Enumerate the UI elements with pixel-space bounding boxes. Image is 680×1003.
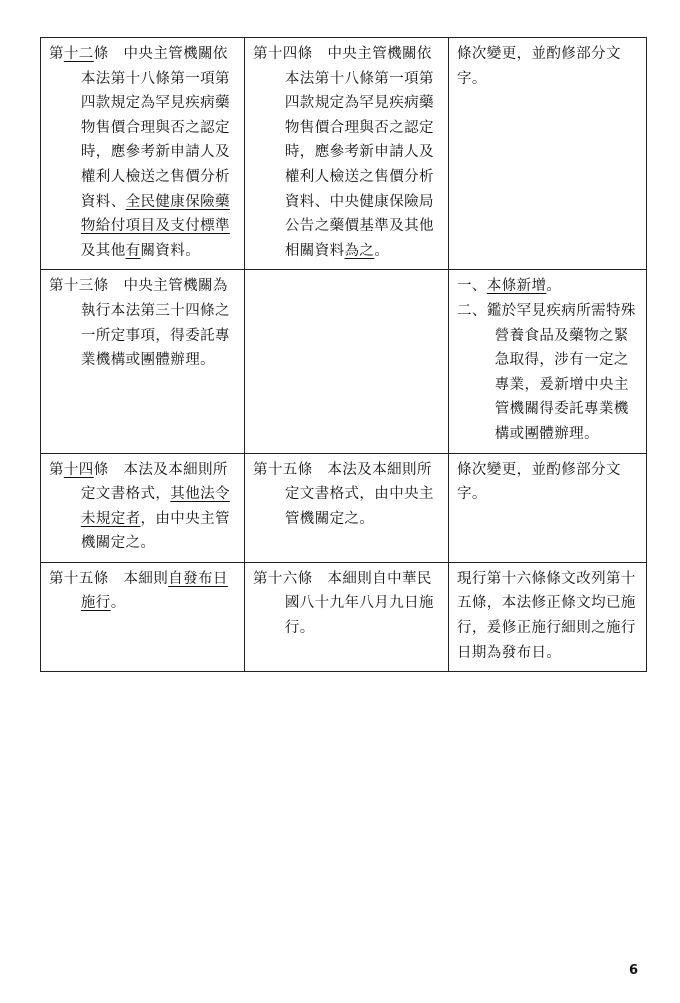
current-article-cell [245, 453, 449, 562]
current-article-15 [253, 458, 442, 532]
explanation-cell [449, 38, 647, 270]
explanation-text: 條次變更，並酌修部分文字。 [457, 461, 621, 503]
text-run: ，由中央主管機關定之。 [80, 510, 230, 552]
current-article-cell [245, 270, 449, 453]
explanation-cell [449, 453, 647, 562]
underlined-amendment: 有 [125, 242, 141, 259]
text-run: 第十四條 中央主管機關依本法第十八條第一項第四款規定為罕見疾病藥物售價合理與否之認定時，應參考新申請人及權利人檢送之售價分析資料、中央健康保險局公告之藥價基準及其他相關資料 [253, 46, 434, 259]
amended-article-cell [41, 562, 245, 671]
text-run: 第 [49, 461, 64, 478]
table-row [41, 453, 647, 562]
explanation-cell [449, 270, 647, 453]
list-text [487, 303, 636, 442]
underlined-amendment: 其他法令未規定者 [80, 486, 230, 527]
explanation-cell [449, 562, 647, 671]
current-article-cell [245, 562, 449, 671]
text-run: 第 [49, 46, 64, 62]
text-run: 第十六條 本細則自中華民國八十九年八月九日施行。 [253, 570, 434, 637]
text-run: 。 [546, 278, 562, 295]
text-run: 第十五條 本細則 [49, 570, 169, 587]
current-article-cell [245, 38, 449, 270]
text-run: 第十三條 中央主管機關為執行本法第三十四條之一所定事項，得委託專業機構或團體辦理。 [49, 278, 230, 369]
table-row [41, 562, 647, 671]
underlined-amendment: 為之 [344, 242, 375, 259]
amended-article-15 [49, 567, 238, 616]
list-number: 二、 [457, 302, 487, 319]
amended-article-cell [41, 38, 245, 270]
table-row [41, 38, 647, 270]
amended-article-12 [49, 42, 238, 263]
amended-article-cell [41, 270, 245, 453]
explanation-item-2 [457, 299, 640, 447]
text-run: 鑑於罕見疾病所需特殊營養食品及藥物之緊急取得，涉有一定之專業，爰新增中央主管機關得委託專業機構或團體辦理。 [486, 302, 636, 442]
underlined-amendment: 自發布日 [168, 570, 228, 587]
list-text [487, 278, 562, 294]
underlined-amendment: 本條新增 [486, 278, 547, 295]
text-run: 。 [374, 242, 390, 259]
table-row [41, 270, 647, 453]
text-run: 關資料。 [140, 242, 201, 259]
amended-article-14 [49, 458, 238, 556]
amended-article-13 [49, 274, 238, 372]
text-run: 。 [110, 595, 126, 612]
underlined-amendment: 十四 [63, 461, 94, 478]
current-article-16 [253, 567, 442, 641]
amended-article-cell [41, 453, 245, 562]
explanation-text: 現行第十六條條文改列第十五條，本法修正條文均已施行，爰修正施行細則之施行日期為發布日。 [457, 570, 636, 661]
text-run: 條 中央主管機關依本法第十八條第一項第四款規定為罕見疾病藥物售價合理與否之認定時，應參考新申請人及權利人檢送之售價分析資料、 [80, 46, 230, 210]
text-run: 及其他 [80, 242, 126, 259]
text-run: 第十五條 本法及本細則所定文書格式，由中央主管機關定之。 [253, 461, 434, 527]
underlined-amendment: 全民健康保險藥物給付項目及支付標準 [80, 193, 230, 235]
explanation-text: 條次變更，並酌修部分文字。 [457, 46, 621, 87]
underlined-amendment: 施行 [80, 595, 111, 612]
explanation-item-1 [457, 274, 640, 299]
list-number: 一、 [457, 278, 487, 295]
current-article-14 [253, 42, 442, 263]
text-run: 條 本法及本細則所定文書格式， [80, 461, 228, 503]
comparison-table [40, 37, 647, 672]
page-number: 6 [628, 963, 638, 978]
underlined-amendment: 十二 [63, 46, 94, 62]
